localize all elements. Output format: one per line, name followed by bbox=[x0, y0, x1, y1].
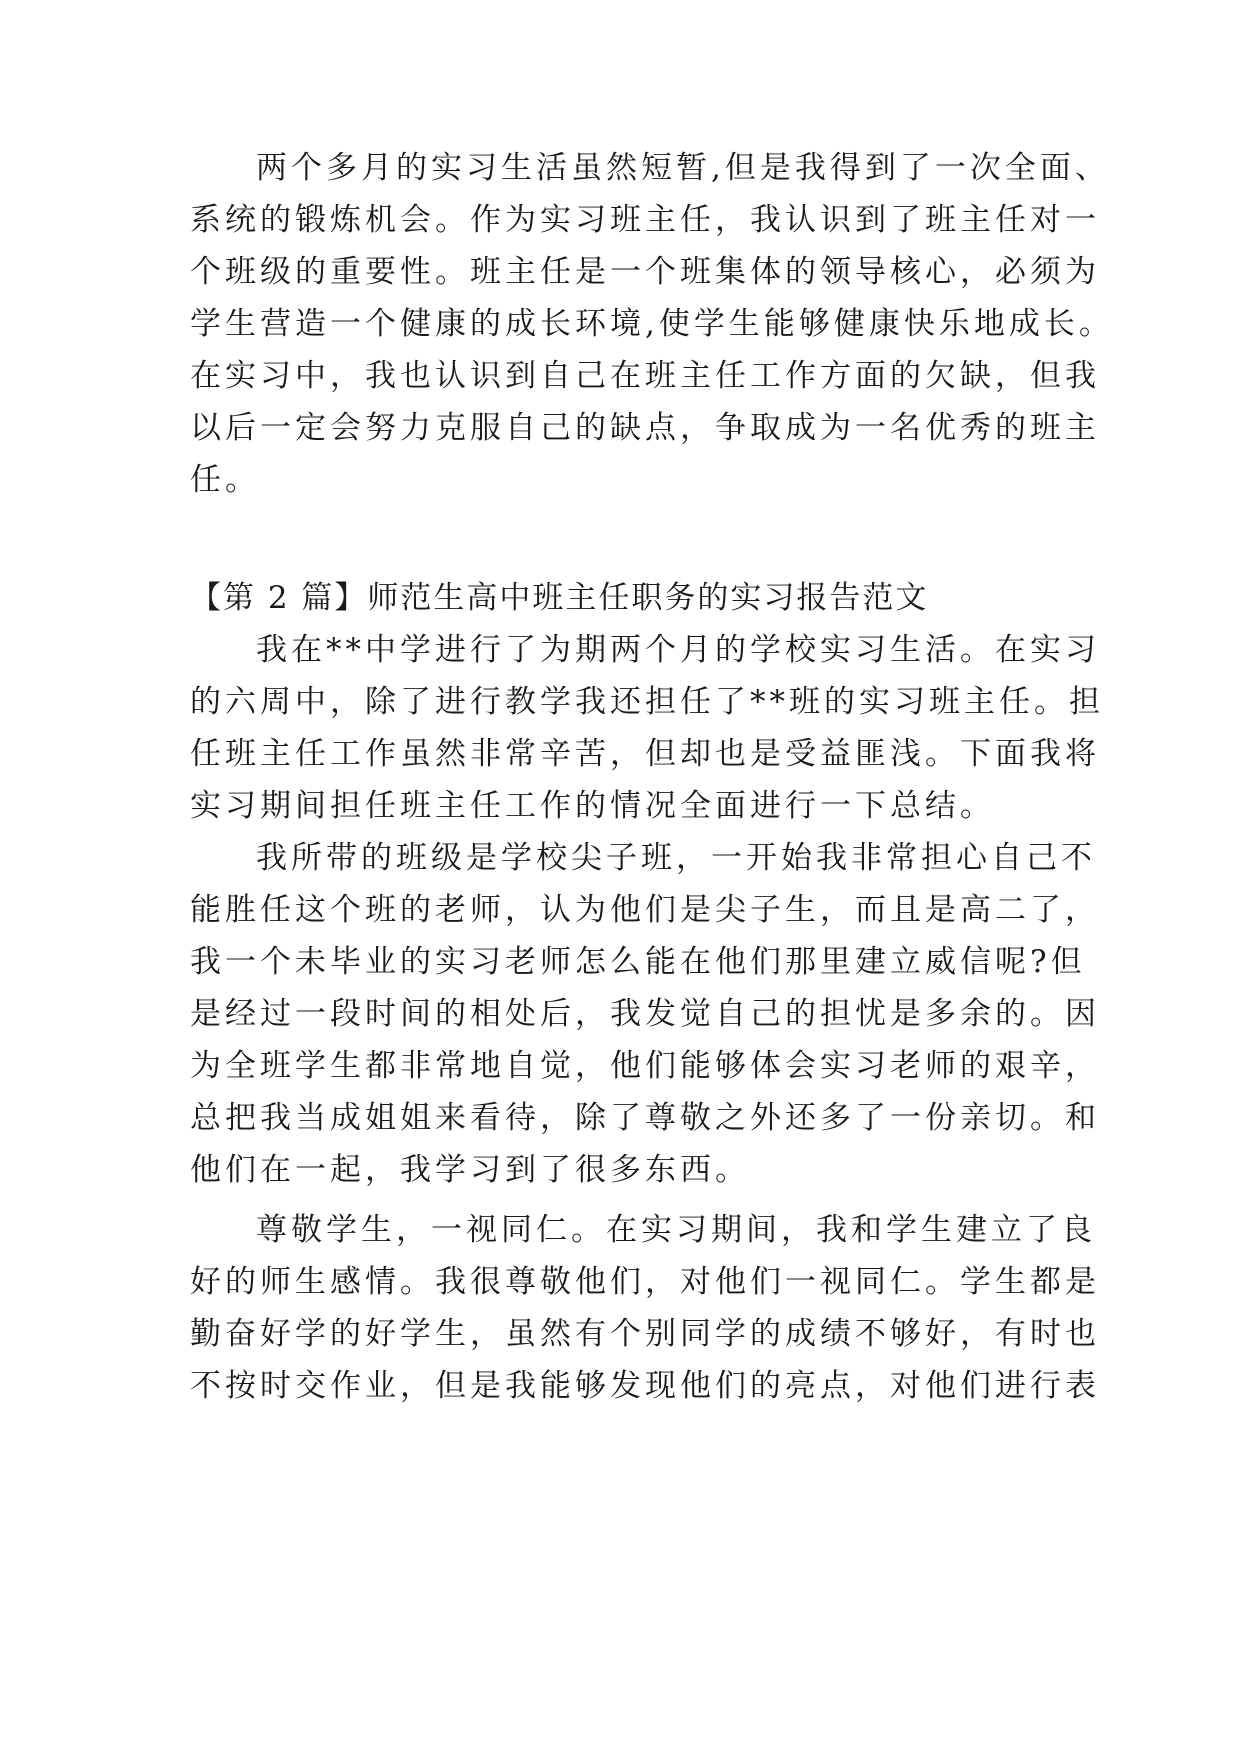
paragraph-line: 实习期间担任班主任工作的情况全面进行一下总结。 bbox=[190, 788, 995, 824]
paragraph-line: 勤奋好学的好学生，虽然有个别同学的成绩不够好，有时也 bbox=[190, 1316, 1100, 1352]
paragraph-line: 任。 bbox=[190, 462, 260, 498]
paragraph-line: 两个多月的实习生活虽然短暂,但是我得到了一次全面、 bbox=[256, 150, 1110, 186]
paragraph-line: 的六周中，除了进行教学我还担任了**班的实习班主任。担 bbox=[190, 684, 1104, 720]
paragraph-line: 为全班学生都非常地自觉，他们能够体会实习老师的艰辛， bbox=[190, 1048, 1100, 1084]
paragraph-line: 我所带的班级是学校尖子班，一开始我非常担心自己不 bbox=[256, 840, 1096, 876]
section-heading: 【第 2 篇】师范生高中班主任职务的实习报告范文 bbox=[190, 580, 929, 616]
paragraph-line: 不按时交作业，但是我能够发现他们的亮点，对他们进行表 bbox=[190, 1368, 1100, 1404]
paragraph-line: 个班级的重要性。班主任是一个班集体的领导核心，必须为 bbox=[190, 254, 1100, 290]
paragraph-line: 总把我当成姐姐来看待，除了尊敬之外还多了一份亲切。和 bbox=[190, 1100, 1100, 1136]
paragraph-line: 能胜任这个班的老师，认为他们是尖子生，而且是高二了， bbox=[190, 892, 1100, 928]
paragraph-line: 学生营造一个健康的成长环境,使学生能够健康快乐地成长。 bbox=[190, 306, 1114, 342]
paragraph-line: 是经过一段时间的相处后，我发觉自己的担忧是多余的。因 bbox=[190, 996, 1100, 1032]
paragraph-line: 我在**中学进行了为期两个月的学校实习生活。在实习 bbox=[256, 632, 1100, 668]
paragraph-line: 系统的锻炼机会。作为实习班主任，我认识到了班主任对一 bbox=[190, 202, 1100, 238]
paragraph-line: 他们在一起，我学习到了很多东西。 bbox=[190, 1152, 750, 1188]
paragraph-line: 以后一定会努力克服自己的缺点，争取成为一名优秀的班主 bbox=[190, 410, 1100, 446]
paragraph-line: 在实习中，我也认识到自己在班主任工作方面的欠缺，但我 bbox=[190, 358, 1100, 394]
paragraph-line: 好的师生感情。我很尊敬他们，对他们一视同仁。学生都是 bbox=[190, 1264, 1100, 1300]
paragraph-line: 任班主任工作虽然非常辛苦，但却也是受益匪浅。下面我将 bbox=[190, 736, 1100, 772]
paragraph-line: 我一个未毕业的实习老师怎么能在他们那里建立威信呢?但 bbox=[190, 944, 1086, 980]
paragraph-line: 尊敬学生，一视同仁。在实习期间，我和学生建立了良 bbox=[256, 1212, 1096, 1248]
